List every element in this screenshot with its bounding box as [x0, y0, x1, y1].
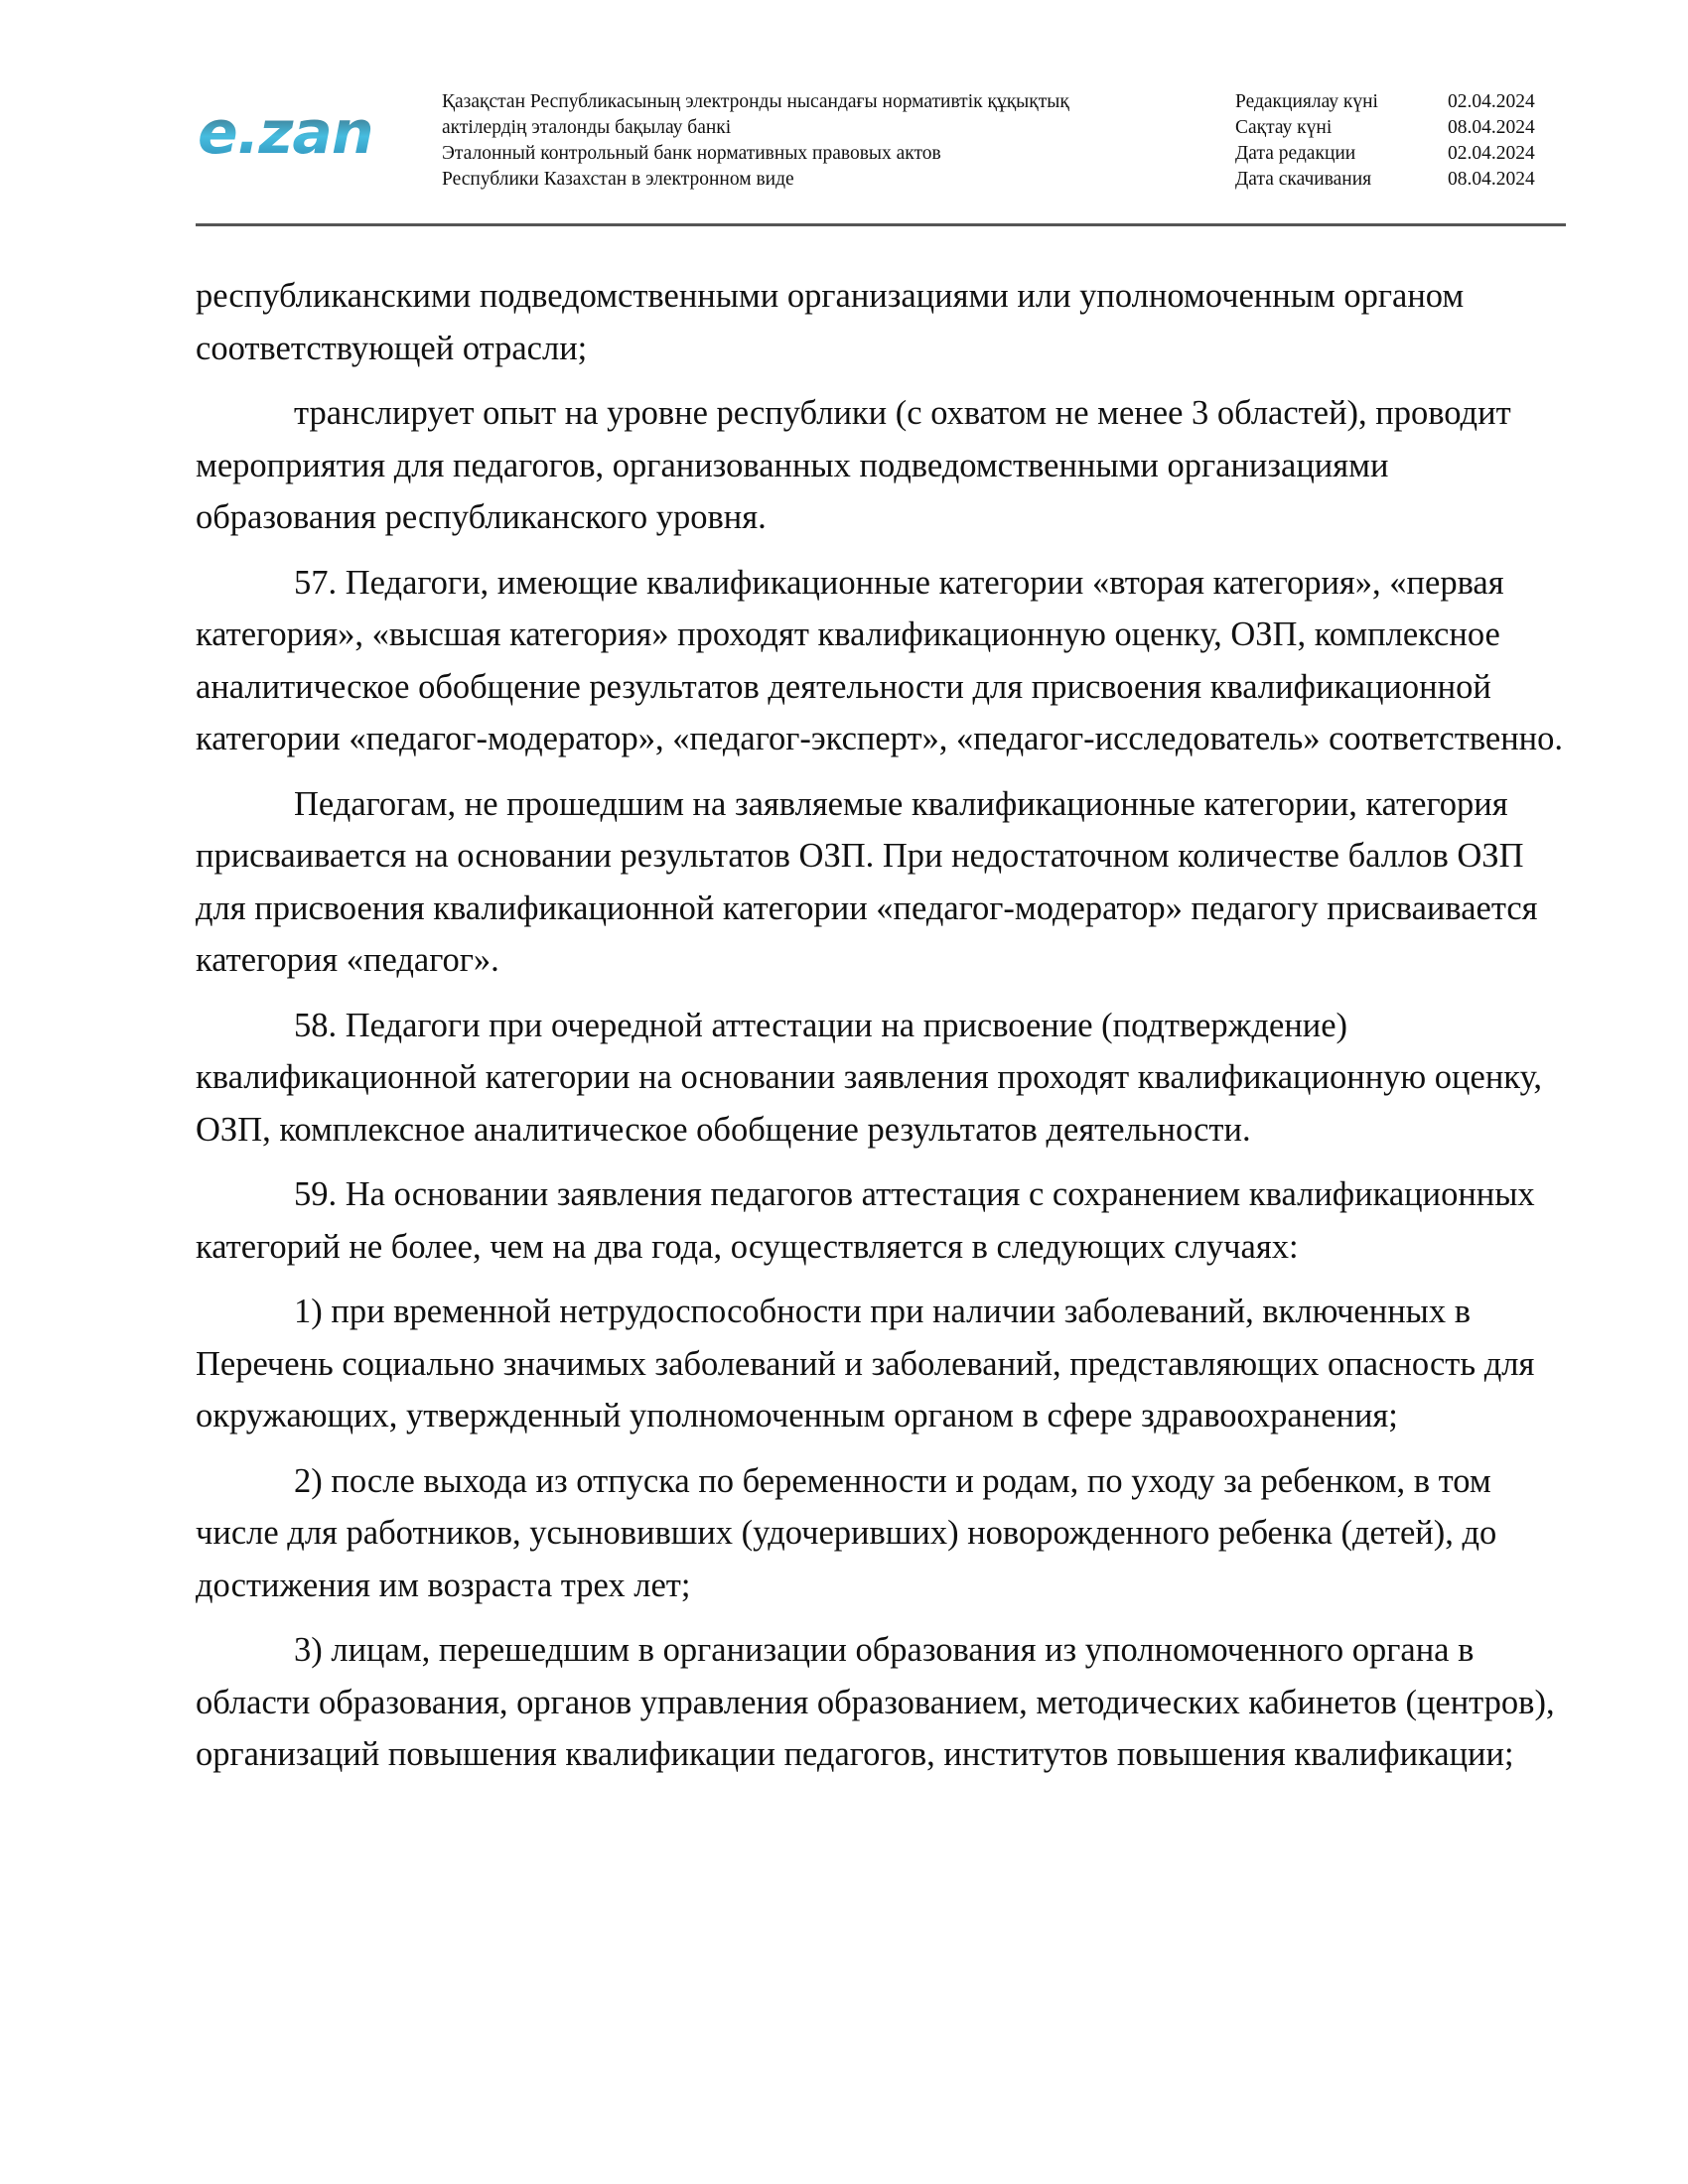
paragraph-57: 57. Педагоги, имеющие квалификационные категории «вторая категория», «первая категория», «высшая категория» проходят квалификационную оценку, ОЗП, комплексное аналитическое обобщение результатов деятельности для присвоения квалификационной категории «педагог-модератор», «педагог-эксперт», «педагог-исследователь» соответственно. [196, 563, 1564, 757]
meta-label: Сақтау күні [1235, 117, 1333, 138]
list-item-3: 3) лицам, перешедшим в организации образования из уполномоченного органа в области образования, органов управления образованием, методических кабинетов (центров), организаций повышения квалификации педагогов, институтов повышения квалификации; [196, 1631, 1555, 1773]
paragraph: Педагогам, не прошедшим на заявляемые квалификационные категории, категория присваивается на основании результатов ОЗП. При недостаточном количестве баллов ОЗП для присвоения квалификационной категории «педагог-модератор» педагогу присваивается категория «педагог». [196, 784, 1538, 979]
header-line-4: Республики Казахстан в электронном виде [442, 169, 794, 190]
save-date-kz-row [1235, 115, 1535, 141]
meta-value: 08.04.2024 [1448, 117, 1535, 138]
header-divider [196, 223, 1566, 226]
header-line-3: Эталонный контрольный банк нормативных правовых актов [442, 143, 941, 164]
list-item-1: 1) при временной нетрудоспособности при наличии заболеваний, включенных в Перечень социально значимых заболеваний и заболеваний, представляющих опасность для окружающих, утвержденный уполномоченным органом в сфере здравоохранения; [196, 1293, 1535, 1434]
meta-label: Дата скачивания [1235, 169, 1372, 190]
download-date-ru-row [1235, 167, 1535, 193]
paragraph: транслирует опыт на уровне республики (с охватом не менее 3 областей), проводит мероприятия для педагогов, организованных подведомственными организациями образования республиканского уровня. [196, 394, 1511, 536]
header-dates-table [1235, 89, 1535, 193]
header-line-1: Қазақстан Республикасының электронды нысандағы нормативтік құқықтық [442, 91, 1069, 112]
header-bank-title [442, 89, 1069, 193]
meta-value: 02.04.2024 [1448, 91, 1535, 112]
ezan-logo [196, 95, 394, 167]
paragraph-59: 59. На основании заявления педагогов аттестация с сохранением квалификационных категорий не более, чем на два года, осуществляется в следующих случаях: [196, 1175, 1535, 1266]
header-line-2: актілердің эталонды бақылау банкі [442, 117, 732, 138]
meta-value: 02.04.2024 [1448, 143, 1535, 164]
paragraph-continuation: республиканскими подведомственными организациями или уполномоченным органом соответствующей отрасли; [196, 277, 1465, 367]
meta-value: 08.04.2024 [1448, 169, 1535, 190]
paragraph-58: 58. Педагоги при очередной аттестации на присвоение (подтверждение) квалификационной категории на основании заявления проходят квалификационную оценку, ОЗП, комплексное аналитическое обобщение результатов деятельности. [196, 1006, 1542, 1149]
meta-label: Редакциялау күні [1235, 91, 1378, 112]
list-item-2: 2) после выхода из отпуска по беременности и родам, по уходу за ребенком, в том числе для работников, усыновивших (удочеривших) новорожденного ребенка (детей), до достижения им возраста трех лет; [196, 1461, 1497, 1604]
edit-date-kz-row [1235, 89, 1535, 115]
svg-text:e.zan: e.zan [198, 98, 373, 167]
document-header [196, 87, 1566, 190]
meta-label: Дата редакции [1235, 143, 1356, 164]
edit-date-ru-row [1235, 141, 1535, 167]
document-body [196, 270, 1566, 1794]
